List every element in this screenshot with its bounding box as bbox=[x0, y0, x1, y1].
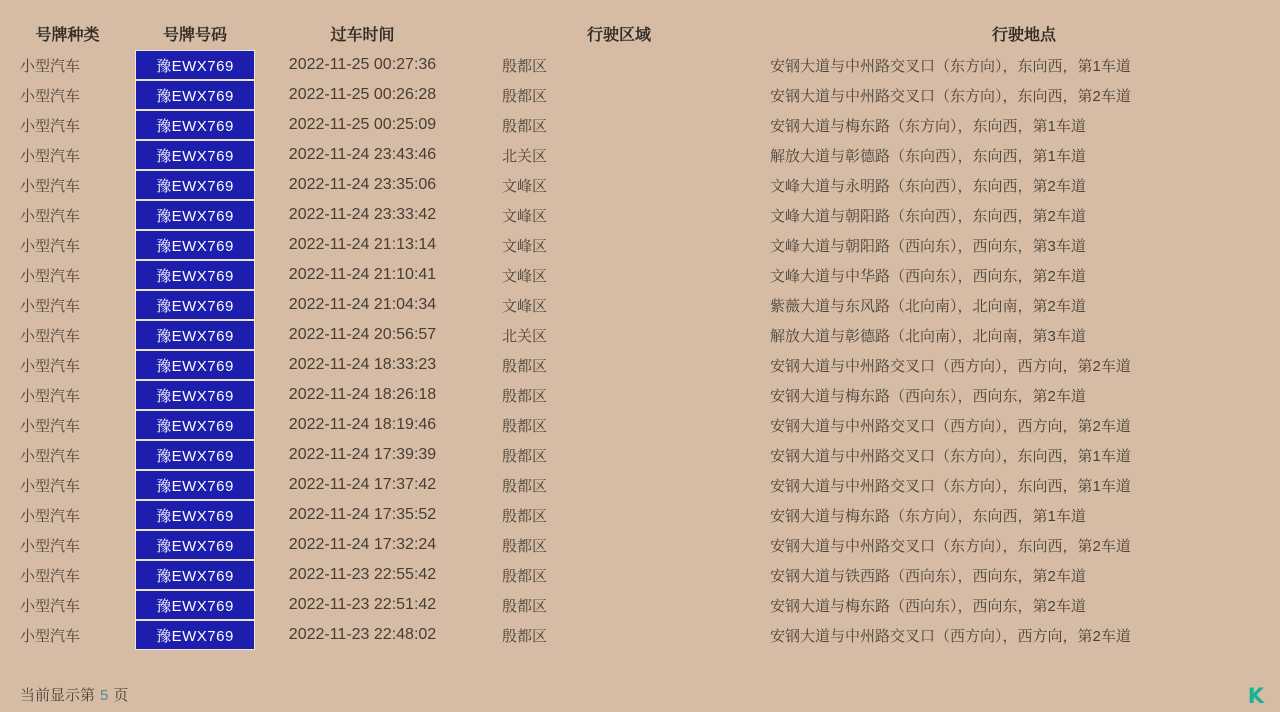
region-cell: 殷都区 bbox=[502, 117, 548, 135]
location-cell: 安钢大道与铁西路（西向东），西向东，第2车道 bbox=[770, 567, 1086, 585]
table-row bbox=[0, 50, 1280, 80]
plate-type-cell: 小型汽车 bbox=[20, 177, 81, 195]
header-location: 行驶地点 bbox=[991, 26, 1056, 44]
plate-type-cell: 小型汽车 bbox=[20, 357, 81, 375]
table-row bbox=[0, 410, 1280, 440]
plate-number-badge: 豫EWX769 bbox=[135, 290, 255, 320]
location-cell: 安钢大道与中州路交叉口（东方向），东向西，第2车道 bbox=[770, 87, 1131, 105]
k-logo-watermark: K bbox=[1247, 684, 1264, 708]
pass-time-cell: 2022-11-24 17:32:24 bbox=[288, 536, 437, 553]
pass-time-cell: 2022-11-24 23:35:06 bbox=[288, 176, 437, 193]
location-cell: 文峰大道与中华路（西向东），西向东，第2车道 bbox=[770, 267, 1086, 285]
location-cell: 安钢大道与中州路交叉口（东方向），东向西，第1车道 bbox=[770, 477, 1131, 495]
table-row bbox=[0, 170, 1280, 200]
pass-time-cell: 2022-11-24 21:10:41 bbox=[288, 266, 437, 283]
region-cell: 文峰区 bbox=[502, 237, 548, 255]
plate-type-cell: 小型汽车 bbox=[20, 327, 81, 345]
location-cell: 安钢大道与中州路交叉口（东方向），东向西，第2车道 bbox=[770, 537, 1131, 555]
location-cell: 紫薇大道与东风路（北向南），北向南，第2车道 bbox=[770, 297, 1086, 315]
plate-type-cell: 小型汽车 bbox=[20, 627, 81, 645]
plate-number-badge: 豫EWX769 bbox=[135, 530, 255, 560]
table-row bbox=[0, 440, 1280, 470]
plate-type-cell: 小型汽车 bbox=[20, 267, 81, 285]
plate-type-cell: 小型汽车 bbox=[20, 477, 81, 495]
pass-time-cell: 2022-11-25 00:25:09 bbox=[288, 116, 437, 133]
plate-number-badge: 豫EWX769 bbox=[135, 110, 255, 140]
plate-type-cell: 小型汽车 bbox=[20, 147, 81, 165]
plate-number-badge: 豫EWX769 bbox=[135, 440, 255, 470]
current-page-number: 5 bbox=[100, 687, 109, 704]
header-plate-number: 号牌号码 bbox=[162, 26, 227, 44]
plate-number-badge: 豫EWX769 bbox=[135, 80, 255, 110]
plate-type-cell: 小型汽车 bbox=[20, 207, 81, 225]
region-cell: 文峰区 bbox=[502, 297, 548, 315]
plate-type-cell: 小型汽车 bbox=[20, 87, 81, 105]
plate-number-badge: 豫EWX769 bbox=[135, 500, 255, 530]
table-row bbox=[0, 530, 1280, 560]
region-cell: 文峰区 bbox=[502, 207, 548, 225]
pass-time-cell: 2022-11-25 00:26:28 bbox=[288, 86, 437, 103]
location-cell: 安钢大道与中州路交叉口（西方向），西方向，第2车道 bbox=[770, 357, 1131, 375]
plate-type-cell: 小型汽车 bbox=[20, 387, 81, 405]
region-cell: 殷都区 bbox=[502, 537, 548, 555]
pass-time-cell: 2022-11-24 21:04:34 bbox=[288, 296, 437, 313]
region-cell: 殷都区 bbox=[502, 477, 548, 495]
plate-type-cell: 小型汽车 bbox=[20, 297, 81, 315]
pass-time-cell: 2022-11-24 21:13:14 bbox=[288, 236, 437, 253]
pass-time-cell: 2022-11-24 18:26:18 bbox=[288, 386, 437, 403]
location-cell: 解放大道与彰德路（北向南），北向南，第3车道 bbox=[770, 327, 1086, 345]
table-row bbox=[0, 290, 1280, 320]
plate-type-cell: 小型汽车 bbox=[20, 447, 81, 465]
plate-type-cell: 小型汽车 bbox=[20, 417, 81, 435]
pagination-status bbox=[20, 684, 128, 705]
plate-type-cell: 小型汽车 bbox=[20, 237, 81, 255]
plate-number-badge: 豫EWX769 bbox=[135, 230, 255, 260]
plate-number-badge: 豫EWX769 bbox=[135, 350, 255, 380]
pass-time-cell: 2022-11-24 17:39:39 bbox=[288, 446, 437, 463]
pass-time-cell: 2022-11-24 23:33:42 bbox=[288, 206, 437, 223]
plate-number-badge: 豫EWX769 bbox=[135, 170, 255, 200]
table-row bbox=[0, 380, 1280, 410]
region-cell: 殷都区 bbox=[502, 417, 548, 435]
table-row bbox=[0, 80, 1280, 110]
location-cell: 文峰大道与朝阳路（西向东），西向东，第3车道 bbox=[770, 237, 1086, 255]
plate-number-badge: 豫EWX769 bbox=[135, 320, 255, 350]
region-cell: 殷都区 bbox=[502, 57, 548, 75]
region-cell: 殷都区 bbox=[502, 387, 548, 405]
plate-number-badge: 豫EWX769 bbox=[135, 50, 255, 80]
plate-type-cell: 小型汽车 bbox=[20, 117, 81, 135]
region-cell: 殷都区 bbox=[502, 87, 548, 105]
location-cell: 安钢大道与中州路交叉口（东方向），东向西，第1车道 bbox=[770, 447, 1131, 465]
plate-type-cell: 小型汽车 bbox=[20, 537, 81, 555]
header-region: 行驶区域 bbox=[586, 26, 651, 44]
pagination-suffix: 页 bbox=[113, 687, 129, 704]
pass-time-cell: 2022-11-23 22:55:42 bbox=[288, 566, 437, 583]
region-cell: 殷都区 bbox=[502, 357, 548, 375]
table-row bbox=[0, 560, 1280, 590]
table-row bbox=[0, 620, 1280, 650]
location-cell: 文峰大道与朝阳路（东向西），东向西，第2车道 bbox=[770, 207, 1086, 225]
region-cell: 殷都区 bbox=[502, 627, 548, 645]
region-cell: 殷都区 bbox=[502, 507, 548, 525]
table-header-row bbox=[0, 16, 1280, 50]
plate-type-cell: 小型汽车 bbox=[20, 567, 81, 585]
plate-number-badge: 豫EWX769 bbox=[135, 380, 255, 410]
region-cell: 北关区 bbox=[502, 147, 548, 165]
plate-number-badge: 豫EWX769 bbox=[135, 200, 255, 230]
location-cell: 安钢大道与中州路交叉口（西方向），西方向，第2车道 bbox=[770, 627, 1131, 645]
vehicle-records-page bbox=[0, 16, 1280, 712]
plate-number-badge: 豫EWX769 bbox=[135, 590, 255, 620]
table-row bbox=[0, 350, 1280, 380]
plate-number-badge: 豫EWX769 bbox=[135, 620, 255, 650]
vehicle-records-table bbox=[0, 16, 1280, 650]
header-plate-type: 号牌种类 bbox=[35, 26, 100, 44]
pass-time-cell: 2022-11-24 18:33:23 bbox=[288, 356, 437, 373]
location-cell: 安钢大道与中州路交叉口（西方向），西方向，第2车道 bbox=[770, 417, 1131, 435]
region-cell: 文峰区 bbox=[502, 177, 548, 195]
table-row bbox=[0, 140, 1280, 170]
table-row bbox=[0, 230, 1280, 260]
pass-time-cell: 2022-11-24 17:35:52 bbox=[288, 506, 437, 523]
region-cell: 北关区 bbox=[502, 327, 548, 345]
plate-type-cell: 小型汽车 bbox=[20, 507, 81, 525]
pass-time-cell: 2022-11-23 22:48:02 bbox=[288, 626, 437, 643]
pass-time-cell: 2022-11-24 20:56:57 bbox=[288, 326, 437, 343]
table-row bbox=[0, 260, 1280, 290]
plate-number-badge: 豫EWX769 bbox=[135, 140, 255, 170]
pass-time-cell: 2022-11-25 00:27:36 bbox=[288, 56, 437, 73]
location-cell: 解放大道与彰德路（东向西），东向西，第1车道 bbox=[770, 147, 1086, 165]
pagination-prefix: 当前显示第 bbox=[20, 687, 96, 704]
location-cell: 安钢大道与中州路交叉口（东方向），东向西，第1车道 bbox=[770, 57, 1131, 75]
location-cell: 安钢大道与梅东路（东方向），东向西，第1车道 bbox=[770, 507, 1086, 525]
pass-time-cell: 2022-11-24 23:43:46 bbox=[288, 146, 437, 163]
table-row bbox=[0, 590, 1280, 620]
region-cell: 殷都区 bbox=[502, 597, 548, 615]
location-cell: 安钢大道与梅东路（西向东），西向东，第2车道 bbox=[770, 387, 1086, 405]
plate-number-badge: 豫EWX769 bbox=[135, 260, 255, 290]
pass-time-cell: 2022-11-23 22:51:42 bbox=[288, 596, 437, 613]
table-row bbox=[0, 200, 1280, 230]
region-cell: 殷都区 bbox=[502, 447, 548, 465]
table-row bbox=[0, 110, 1280, 140]
pass-time-cell: 2022-11-24 18:19:46 bbox=[288, 416, 437, 433]
location-cell: 安钢大道与梅东路（西向东），西向东，第2车道 bbox=[770, 597, 1086, 615]
plate-number-badge: 豫EWX769 bbox=[135, 560, 255, 590]
region-cell: 殷都区 bbox=[502, 567, 548, 585]
location-cell: 安钢大道与梅东路（东方向），东向西，第1车道 bbox=[770, 117, 1086, 135]
table-row bbox=[0, 470, 1280, 500]
region-cell: 文峰区 bbox=[502, 267, 548, 285]
plate-type-cell: 小型汽车 bbox=[20, 57, 81, 75]
table-row bbox=[0, 500, 1280, 530]
pass-time-cell: 2022-11-24 17:37:42 bbox=[288, 476, 437, 493]
header-pass-time: 过车时间 bbox=[330, 26, 395, 44]
plate-type-cell: 小型汽车 bbox=[20, 597, 81, 615]
location-cell: 文峰大道与永明路（东向西），东向西，第2车道 bbox=[770, 177, 1086, 195]
plate-number-badge: 豫EWX769 bbox=[135, 410, 255, 440]
records-tbody bbox=[0, 50, 1280, 650]
plate-number-badge: 豫EWX769 bbox=[135, 470, 255, 500]
table-row bbox=[0, 320, 1280, 350]
